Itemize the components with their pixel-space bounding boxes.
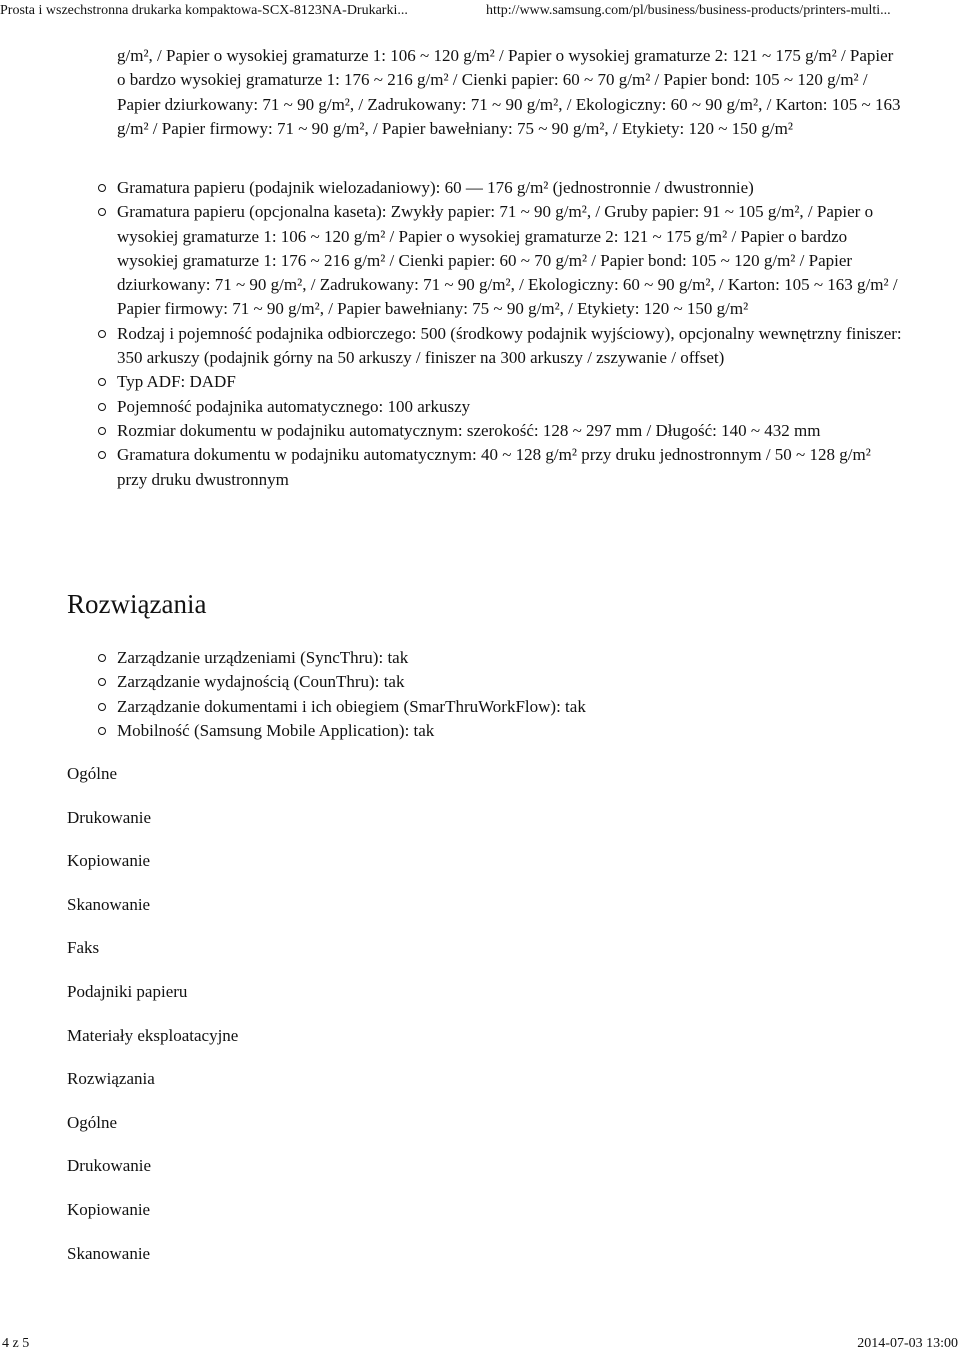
spec-list (117, 176, 902, 492)
solution-item: Mobilność (Samsung Mobile Application): tak (117, 719, 902, 743)
nav-link-materialy-eksploatacyjne[interactable]: Materiały eksploatacyjne (67, 1025, 239, 1045)
section-title-solutions: Rozwiązania (67, 589, 207, 619)
spec-item: Pojemność podajnika automatycznego: 100 arkuszy (117, 395, 902, 419)
spec-item: Gramatura papieru (opcjonalna kaseta): Zwykły papier: 71 ~ 90 g/m², / Gruby papier: 91 ~ 105 g/m², / Papier o wysokiej gramaturze 1: 106 ~ 120 g/m² / Papier o wysokiej gramaturze 2: 121 ~ 175 g/m² / Papier o bardzo wysokiej gramaturze 1: 176 ~ 216 g/m² / Cienki papier: 60 ~ 70 g/m² / Papier bond: 105 ~ 120 g/m² / Papier dziurkowany: 71 ~ 90 g/m², / Zadrukowany: 71 ~ 90 g/m², / Ekologiczny: 60 ~ 90 g/m², / Karton: 105 ~ 163 g/m² / Papier firmowy: 71 ~ 90 g/m², / Papier bawełniany: 75 ~ 90 g/m², / Etykiety: 120 ~ 150 g/m² (117, 200, 902, 321)
page-header (0, 0, 960, 22)
nav-link-drukowanie[interactable]: Drukowanie (67, 1156, 152, 1176)
nav-link-faks[interactable]: Faks (67, 938, 100, 958)
source-url[interactable]: http://www.samsung.com/pl/business/business-products/printers-multi... (486, 3, 891, 18)
solution-item: Zarządzanie dokumentami i ich obiegiem (SmarThruWorkFlow): tak (117, 695, 902, 719)
page-number: 4 z 5 (2, 1336, 30, 1351)
spec-item: Typ ADF: DADF (117, 370, 902, 394)
print-datetime: 2014-07-03 13:00 (857, 1336, 958, 1351)
nav-link-ogolne[interactable]: Ogólne (67, 1112, 118, 1132)
spec-item: Rodzaj i pojemność podajnika odbiorczego: 500 (środkowy podajnik wyjściowy), opcjonalny wewnętrzny finiszer: 350 arkuszy (podajnik górny na 50 arkuszy / finiszer na 300 arkuszy / zszywanie / offset) (117, 322, 902, 371)
section-nav (67, 762, 238, 1285)
document-title: Prosta i wszechstronna drukarka kompaktowa-SCX-8123NA-Drukarki... (0, 3, 408, 18)
solution-item: Zarządzanie wydajnością (CounThru): tak (117, 670, 902, 694)
nav-link-ogolne[interactable]: Ogólne (67, 764, 118, 783)
solution-item: Zarządzanie urządzeniami (SyncThru): tak (117, 646, 902, 670)
nav-link-skanowanie[interactable]: Skanowanie (67, 1243, 151, 1263)
nav-link-podajniki-papieru[interactable]: Podajniki papieru (67, 981, 188, 1001)
nav-link-kopiowanie[interactable]: Kopiowanie (67, 851, 151, 871)
spec-item: Gramatura dokumentu w podajniku automatycznym: 40 ~ 128 g/m² przy druku jednostronnym / 50 ~ 128 g/m² przy druku dwustronnym (117, 443, 902, 492)
nav-link-drukowanie[interactable]: Drukowanie (67, 807, 152, 827)
spec-continuation: g/m², / Papier o wysokiej gramaturze 1: 106 ~ 120 g/m² / Papier o wysokiej gramaturze 2: 121 ~ 175 g/m² / Papier o bardzo wysokiej gramaturze 1: 176 ~ 216 g/m² / Cienki papier: 60 ~ 70 g/m² / Papier bond: 105 ~ 120 g/m² / Papier dziurkowany: 71 ~ 90 g/m², / Zadrukowany: 71 ~ 90 g/m², / Ekologiczny: 60 ~ 90 g/m², / Karton: 105 ~ 163 g/m² / Papier firmowy: 71 ~ 90 g/m², / Papier bawełniany: 75 ~ 90 g/m², / Etykiety: 120 ~ 150 g/m² (117, 46, 901, 138)
nav-link-kopiowanie[interactable]: Kopiowanie (67, 1199, 151, 1219)
nav-link-skanowanie[interactable]: Skanowanie (67, 894, 151, 914)
nav-link-rozwiazania[interactable]: Rozwiązania (67, 1069, 155, 1089)
page-footer (0, 1334, 960, 1354)
solutions-list (117, 646, 902, 743)
spec-item: Gramatura papieru (podajnik wielozadaniowy): 60 — 176 g/m² (jednostronnie / dwustronnie) (117, 176, 902, 200)
spec-item: Rozmiar dokumentu w podajniku automatycznym: szerokość: 128 ~ 297 mm / Długość: 140 ~ 432 mm (117, 419, 902, 443)
